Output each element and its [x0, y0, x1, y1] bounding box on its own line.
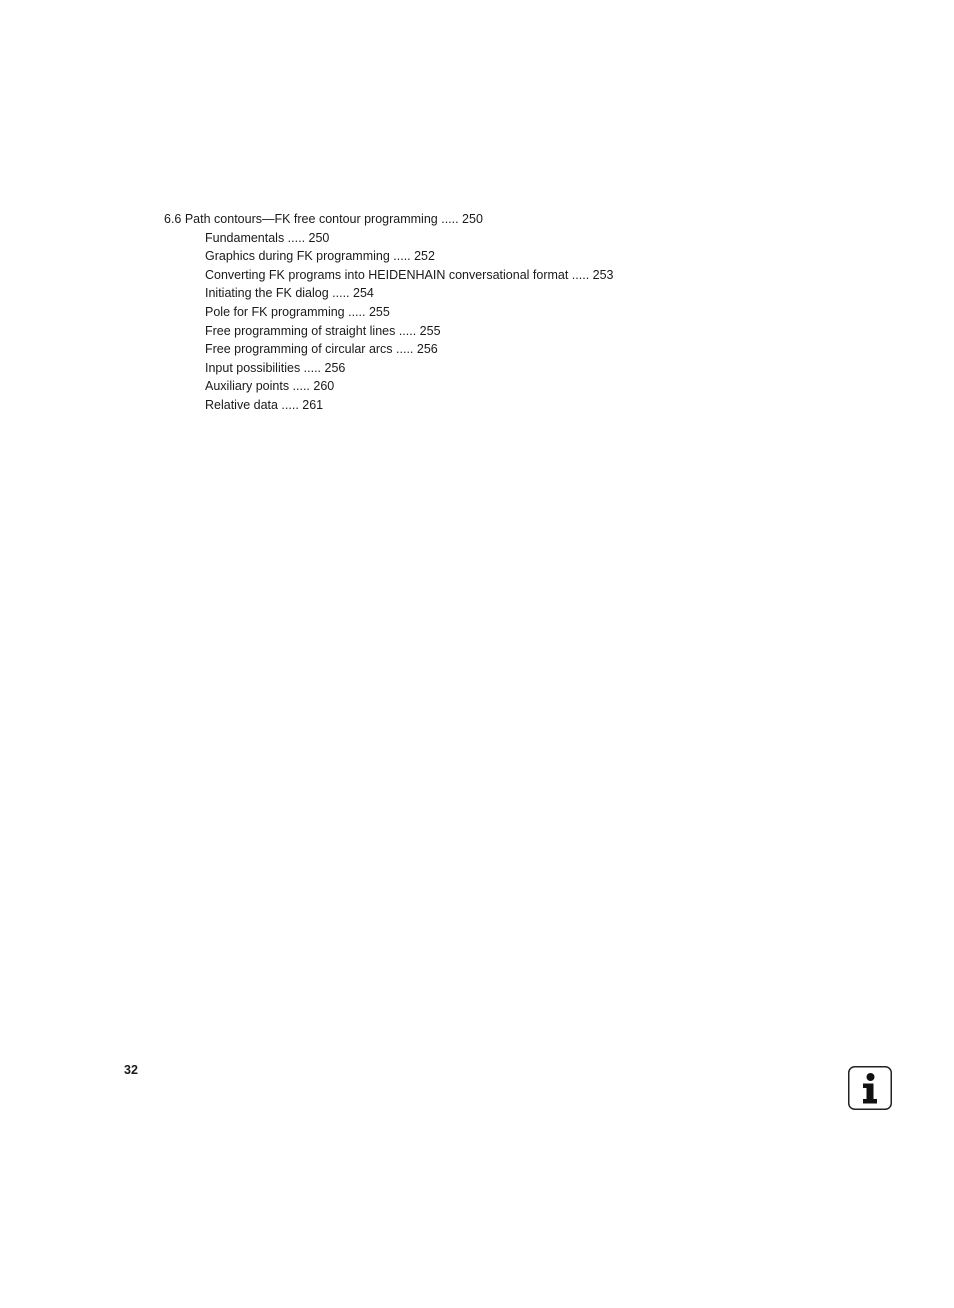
toc-entry[interactable]: Relative data ..... 261 — [205, 397, 324, 412]
toc-entry[interactable]: Free programming of straight lines ..... 255 — [205, 323, 441, 338]
table-of-contents — [164, 210, 614, 415]
toc-section-heading[interactable]: 6.6 Path contours—FK free contour programming ..... 250 — [164, 212, 483, 226]
toc-entry[interactable]: Free programming of circular arcs ..... 256 — [205, 342, 438, 357]
toc-entry[interactable]: Pole for FK programming ..... 255 — [205, 304, 390, 319]
toc-entry[interactable]: Converting FK programs into HEIDENHAIN conversational format ..... 253 — [205, 267, 614, 282]
toc-entry[interactable]: Initiating the FK dialog ..... 254 — [205, 286, 374, 301]
toc-entry[interactable]: Auxiliary points ..... 260 — [205, 379, 335, 394]
toc-entry[interactable]: Graphics during FK programming ..... 252 — [205, 249, 435, 264]
toc-entry[interactable]: Fundamentals ..... 250 — [205, 230, 330, 245]
info-icon — [848, 1066, 892, 1110]
page-number: 32 — [124, 1063, 138, 1077]
toc-entry[interactable]: Input possibilities ..... 256 — [205, 360, 346, 375]
